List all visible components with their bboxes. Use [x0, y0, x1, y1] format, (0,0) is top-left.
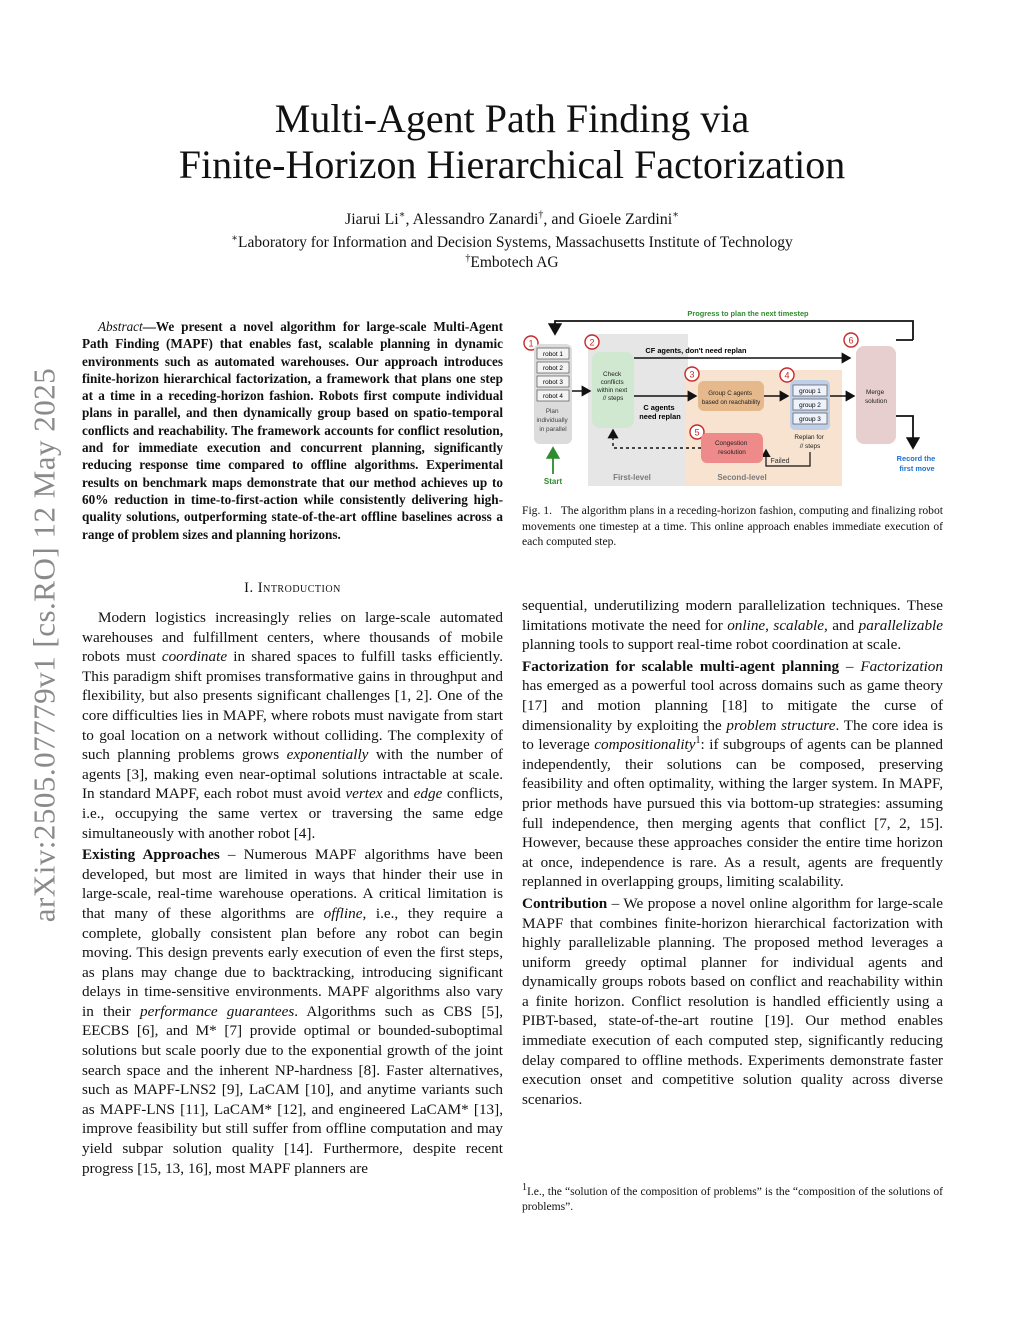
right-column — [522, 596, 943, 1109]
caption-text: The algorithm plans in a receding-horizon fashion, computing and finalizing robot movements one timestep at a time. This online approach enables immediate execution of each computed step. — [522, 504, 943, 549]
svg-text:5: 5 — [694, 427, 700, 438]
emphasis: edge — [413, 785, 443, 803]
congestion-box — [701, 433, 763, 463]
paragraph-heading: Contribution — [522, 894, 608, 912]
plan-individually-label: Plan individually in parallel — [536, 408, 568, 433]
text-run: and — [382, 785, 414, 803]
affiliation-embotech — [80, 253, 944, 273]
text-run: : if subgroups of agents can be planned independently, their solutions can be composed, preserving feasibility and often optimality, withing the larger system. In MAPF, prior methods have pursued this via bottom-up strategies: assuming full independence, then merging agents that conflict [7, 2, 15]. However, because these approaches consider the entire time horizon at once, independence is rare. As a result, agents are frequently replanned in overlapping groups, limiting scalability. — [522, 736, 944, 891]
text-run: , i.e., they require a complete, globally consistent plan before any robot can begin moving. This design prevents early execution of even the first steps, as plans may change due to backtracking, introducing significant delays in time-sensitive environments. MAPF algorithms also vary in their — [82, 904, 504, 1020]
footnote — [522, 1184, 943, 1214]
emphasis: Factorization — [860, 657, 943, 675]
svg-text:robot 3: robot 3 — [543, 379, 563, 386]
intro-paragraph — [82, 608, 503, 843]
replan-label: Replan for // steps — [794, 434, 824, 450]
affiliation-mit — [80, 233, 944, 253]
section-number: I. — [244, 580, 258, 596]
emphasis: parallelizable — [858, 616, 943, 634]
affiliation-mark: ∗ — [231, 232, 238, 244]
record-first-move-label: Record the first move — [896, 454, 936, 473]
text-run: Modern logistics increasingly relies on large-scale automated warehouses and fulfillment centers, where thousands of mobile robots must — [82, 609, 503, 666]
svg-text:group 2: group 2 — [799, 402, 821, 409]
svg-text:6: 6 — [848, 335, 854, 346]
title-line-2: Finite-Horizon Hierarchical Factorization — [178, 142, 846, 187]
svg-text:robot 1: robot 1 — [543, 351, 563, 358]
abstract — [82, 318, 503, 543]
author-name: Jiarui Li — [344, 211, 399, 228]
svg-text:robot 2: robot 2 — [543, 365, 563, 372]
group-agents-label: Group C agents based on reachability — [701, 390, 761, 406]
affiliation-text: Laboratory for Information and Decision Systems, Massachusetts Institute of Technology — [238, 234, 793, 251]
author-list — [80, 210, 944, 230]
group-box — [793, 399, 827, 410]
first-level-label: First-level — [613, 473, 651, 482]
text-run: . Algorithms such as CBS [5], EECBS [6], and M* [7] provide optimal or bounded-suboptimal solutions but scale poorly due to the exponential growth of the joint search space and the inherent NP-hardness [8]. Faster alternatives, such as MAPF-LNS2 [9], LaCAM [10], and anytime variants such as MAPF-LNS [11], LaCAM* [12], and engineered LaCAM* [13], improve feasibility but still suffer from offline computation and may yield subpar solution quality [14]. Furthermore, despite recent progress [15, 13, 16], most MAPF planners are — [82, 1002, 503, 1177]
svg-text:2: 2 — [589, 337, 595, 348]
text-run: – — [839, 657, 861, 675]
robot-box — [537, 376, 569, 387]
footnote-text: I.e., the “solution of the composition of problems” is the “composition of the solutions of problems”. — [522, 1185, 943, 1213]
text-run: sequential, underutilizing modern parallelization techniques. These limitations motivate the need for — [522, 597, 943, 634]
text-run: , and — [824, 616, 859, 634]
svg-text:group 1: group 1 — [799, 388, 821, 395]
c-agents-label: C agents need replan — [639, 403, 681, 421]
merge-label: Merge solution — [864, 389, 888, 405]
text-run: – Numerous MAPF algorithms have been developed, but most are limited in ways that hinder their use in large-scale, real-time warehouse operations. A critical limitation is that many of these algorithms are — [82, 846, 504, 922]
footnote-number: 1 — [522, 1182, 527, 1194]
group-box — [793, 413, 827, 424]
affiliation-mark: † — [538, 209, 544, 221]
caption-label: Fig. 1. — [522, 504, 552, 517]
footnote-mark: 1 — [695, 735, 701, 747]
text-run: with the number of agents [3], making even near-optimal solutions intractable at scale. In standard MAPF, each robot must avoid — [82, 746, 503, 803]
figure-1 — [520, 306, 944, 490]
robot-box — [537, 362, 569, 373]
text-run: . The core idea is to leverage — [522, 716, 943, 754]
algorithm-diagram — [520, 306, 944, 490]
second-level-label: Second-level — [717, 473, 767, 482]
text-run: has emerged as a powerful tool across domains such as game theory [17] and motion planning [18] to mitigate the curse of dimensionality by exploiting the — [522, 677, 943, 734]
abstract-text: —We present a novel algorithm for large-scale Multi-Agent Path Finding (MAPF) that enables fast, scalable planning in dynamic environments such as automated warehouses. Our approach introduces finite-horizon hierarchical factorization, a framework that plans one step at a time in a receding-horizon fashion. Robots first compute individual plans in parallel, and then dynamically group based on spatio-temporal conflicts and reachability. The framework accounts for conflict resolution, and for immediate execution and concurrent planning, significantly reducing response time compared to offline algorithms. Experimental results on benchmark maps demonstrate that our method achieves up to 60% reduction in time-to-first-action while consistently delivering high-quality solutions, outperforming state-of-the-art offline baselines across a range of problem sizes and planning horizons. — [82, 319, 503, 542]
paragraph-heading: Factorization for scalable multi-agent planning — [522, 657, 840, 675]
emphasis: performance guarantees — [140, 1002, 295, 1020]
svg-text:robot 4: robot 4 — [543, 393, 563, 400]
title-line-1: Multi-Agent Path Finding via — [274, 96, 750, 141]
contribution-paragraph — [522, 894, 943, 1110]
cf-agents-label: CF agents, don't need replan — [645, 346, 747, 355]
svg-text:group 3: group 3 — [799, 416, 821, 423]
svg-text:4: 4 — [784, 370, 790, 381]
group-box — [793, 385, 827, 396]
left-column — [82, 608, 503, 1178]
emphasis: exponentially — [286, 746, 369, 764]
affiliation-mark: ∗ — [672, 209, 680, 221]
author-name: , and Gioele Zardini — [543, 211, 673, 228]
text-run: , — [765, 616, 774, 634]
start-label: Start — [543, 477, 563, 486]
step-marker-6 — [844, 333, 858, 347]
emphasis: problem structure — [726, 716, 836, 734]
failed-label: Failed — [770, 458, 790, 465]
emphasis: compositionality — [594, 736, 696, 754]
affiliation-mark: ∗ — [398, 209, 406, 221]
emphasis: online — [727, 616, 766, 634]
robot-box — [537, 390, 569, 401]
arxiv-id: arXiv:2505.07779v1 [cs.RO] 12 May 2025 — [26, 367, 61, 923]
existing-approaches-paragraph — [82, 845, 503, 1178]
emphasis: offline — [323, 904, 363, 922]
arxiv-stamp — [20, 345, 68, 945]
svg-text:1: 1 — [528, 338, 534, 349]
check-conflicts-label: Check conflicts within next // steps — [597, 371, 628, 402]
affiliation-mark: † — [465, 252, 471, 264]
figure-caption — [522, 503, 943, 550]
affiliation-text: Embotech AG — [470, 254, 559, 271]
congestion-label: Congestion resolution — [714, 440, 748, 456]
author-name: , Alessandro Zanardi — [405, 211, 539, 228]
abstract-label: Abstract — [98, 319, 143, 334]
paragraph-heading: Existing Approaches — [82, 846, 220, 864]
section-title: Introduction — [257, 580, 341, 596]
text-run: planning tools to support real-time robot coordination at scale. — [522, 636, 902, 654]
paper-title — [80, 96, 944, 188]
section-heading — [82, 580, 503, 597]
text-run: – We propose a novel online algorithm for large-scale MAPF that combines finite-horizon hierarchical factorization with highly parallelizable planning. The proposed method leverages a uniform greedy optimal planner for individual agents and dynamically groups robots based on conflict and reachability within a finite horizon. Conflict resolution is handled efficiently using a PIBT-based, state-of-the-art routine [19]. Our method enables immediate execution of each computed step, significantly reducing delay compared to offline methods. Experiments demonstrate faster execution onset and competitive solution quality across diverse scenarios. — [522, 894, 943, 1108]
text-run: conflicts, i.e., occupying the same vertex or traversing the same edge simultaneously with another robot [4]. — [82, 785, 504, 842]
emphasis: coordinate — [161, 648, 228, 666]
svg-text:3: 3 — [689, 369, 695, 380]
factorization-paragraph — [522, 657, 943, 892]
step-marker-3 — [685, 367, 699, 381]
emphasis: vertex — [345, 785, 383, 803]
robot-box — [537, 348, 569, 359]
continuation-paragraph — [522, 596, 943, 655]
emphasis: scalable — [773, 616, 825, 634]
text-run: in shared spaces to fulfill tasks efficiently. This paradigm shift promises transformative gains in throughput and flexibility, but also presents significant challenges [1, 2]. One of the core difficulties lies in MAPF, where robots must navigate from start to goal location on a network without colliding. The complexity of such planning problems grows — [82, 648, 503, 764]
step-marker-4 — [780, 368, 794, 382]
step-marker-2 — [585, 335, 599, 349]
progress-label: Progress to plan the next timestep — [687, 309, 809, 318]
record-arrow — [896, 416, 913, 448]
